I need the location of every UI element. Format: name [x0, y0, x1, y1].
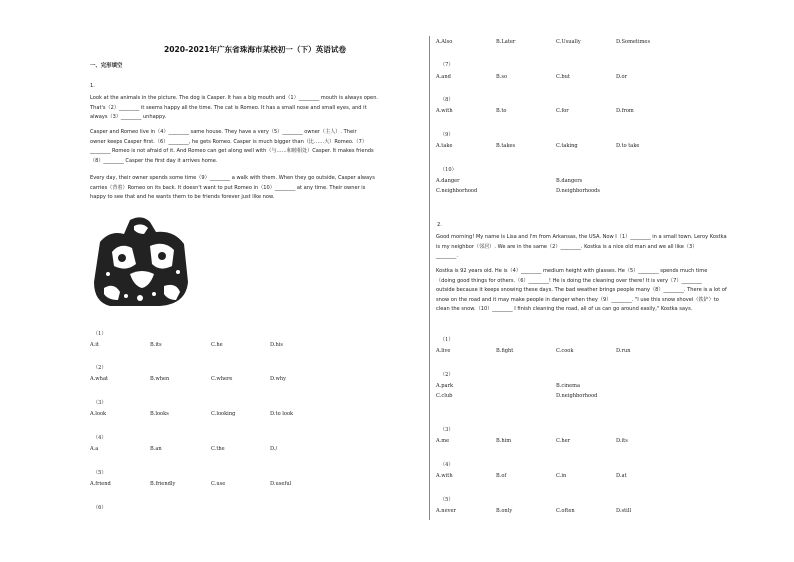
passage-2-paragraph-2 — [436, 267, 766, 315]
option-c[interactable]: C.taking — [556, 143, 578, 149]
text-line: owner keeps Casper first.（6）________, he gets Romeo. Casper is much bigger than（比……大）Romeo.（7） — [90, 138, 367, 145]
options-row — [90, 481, 420, 489]
option-a[interactable]: A.take — [436, 143, 453, 149]
text-line: Every day, their owner spends some time（9）________ a walk with them. When they go outside, Casper always — [90, 175, 375, 181]
question-number: （4） — [93, 435, 107, 441]
option-d[interactable]: D.useful — [270, 481, 292, 487]
text-line: Casper and Romeo live in（4）________ same house. They have a very（5）________ owner（主人）. Their — [90, 129, 357, 135]
question-number: （6） — [93, 505, 107, 511]
options-row — [436, 393, 766, 401]
text-line: Kostka is 92 years old. He is（4）________ medium height with glasses. He（5）________ spends much time — [436, 268, 708, 274]
option-c[interactable]: C.the — [211, 446, 225, 452]
option-b[interactable]: B.its — [150, 342, 162, 348]
option-a[interactable]: A.me — [436, 438, 450, 444]
text-line: outside because it keeps snowing these days. The bad weather brings people many（8）________. There is a lot of — [436, 287, 727, 294]
passage-1-paragraph-3 — [90, 174, 420, 203]
option-c[interactable]: C.neighborhood — [436, 188, 478, 194]
option-b[interactable]: B.cinema — [556, 383, 581, 389]
option-a[interactable]: A.a — [90, 446, 99, 452]
options-row — [436, 348, 766, 356]
options-row — [436, 108, 766, 116]
option-d[interactable]: D.to look — [270, 411, 294, 417]
option-c[interactable]: C.he — [211, 342, 223, 348]
options-row — [90, 376, 420, 384]
option-b[interactable]: B.takes — [496, 143, 516, 149]
option-c[interactable]: C.often — [556, 508, 575, 514]
option-d[interactable]: D.neighborhood — [556, 393, 598, 399]
option-c[interactable]: C.where — [211, 376, 233, 382]
option-d[interactable]: D.Sometimes — [616, 39, 651, 45]
option-c[interactable]: C.but — [556, 74, 570, 80]
option-d[interactable]: D.why — [270, 376, 287, 382]
text-line: ________. — [436, 253, 458, 260]
options-row — [436, 188, 766, 196]
option-a[interactable]: A.it — [90, 342, 99, 348]
options-row — [436, 473, 766, 481]
dog-and-cat-picture — [90, 212, 192, 308]
options-row — [436, 508, 766, 516]
text-line: ________ Romeo is not afraid of it. And Romeo can get along well with（与……和睦相处）Casper. It makes friends — [90, 148, 374, 155]
text-line: snow on the road and it may make people in danger when they（9）________. "I use this snow shovel（铁铲）to — [436, 296, 719, 303]
option-b[interactable]: B.looks — [150, 411, 169, 417]
option-a[interactable]: A.Also — [436, 39, 453, 45]
passage-2-paragraph-1 — [436, 233, 766, 262]
text-line: is my neighbor（邻居）. We are in the same（2）________. Kostka is a nice old man and we all like（3） — [436, 243, 698, 250]
text-line: Good morning! My name is Lisa and I'm from Arkansas, the USA. Now I（1）________ in a small town. Leroy Kostka — [436, 234, 727, 240]
option-a[interactable]: A.park — [436, 383, 454, 389]
option-c[interactable]: C.in — [556, 473, 567, 479]
question-number: （4） — [440, 462, 454, 468]
option-d[interactable]: D.at — [616, 473, 627, 479]
text-line: carries（背着）Romeo on its back. It doesn't want to put Romeo in（10）________ at any time. Their owner is — [90, 184, 366, 191]
text-line: clean the snow.（10）________ I finish cleaning the road, all of us can go around easily," Kostka says. — [436, 306, 693, 313]
options-row — [436, 438, 766, 446]
option-a[interactable]: A.danger — [436, 178, 460, 184]
question-number: （2） — [93, 365, 107, 371]
option-a[interactable]: A.live — [436, 348, 451, 354]
question-number: （3） — [93, 400, 107, 406]
option-d[interactable]: D.or — [616, 74, 628, 80]
option-a[interactable]: A.and — [436, 74, 451, 80]
option-b[interactable]: B.him — [496, 438, 512, 444]
options-row — [436, 143, 766, 151]
text-line: That's（2）________ it seems happy all the time. The cat is Romeo. It has a small nose and small eyes, and it — [90, 104, 367, 111]
option-c[interactable]: C.looking — [211, 411, 236, 417]
option-a[interactable]: A.look — [90, 411, 107, 417]
option-d[interactable]: D.neighborhoods — [556, 188, 601, 194]
options-row — [436, 383, 766, 391]
passage-2-number: 2. — [437, 222, 442, 228]
option-d[interactable]: D.run — [616, 348, 631, 354]
option-c[interactable]: C.use — [211, 481, 226, 487]
question-number: （9） — [440, 132, 454, 138]
question-number: （1） — [440, 337, 454, 343]
options-row — [436, 178, 766, 186]
text-line: always（3）________ unhappy. — [90, 114, 167, 121]
option-c[interactable]: C.club — [436, 393, 453, 399]
option-b[interactable]: B.friendly — [150, 481, 176, 487]
option-d[interactable]: D./ — [270, 446, 278, 452]
option-a[interactable]: A.with — [436, 108, 453, 114]
options-row — [90, 411, 420, 419]
option-d[interactable]: D.his — [270, 342, 284, 348]
option-d[interactable]: D.from — [616, 108, 634, 114]
option-b[interactable]: B.to — [496, 108, 507, 114]
passage-1-paragraph-2 — [90, 128, 420, 166]
text-line: happy to see that and he wants them to be friends forever just like now. — [90, 194, 275, 201]
options-row — [90, 342, 420, 350]
option-c[interactable]: C.for — [556, 108, 569, 114]
option-d[interactable]: D.still — [616, 508, 632, 514]
text-line: （8）________ Casper the first day it arrives home. — [90, 157, 218, 164]
option-c[interactable]: C.Usually — [556, 39, 581, 45]
question-number: （7） — [440, 62, 454, 68]
question-number: （2） — [440, 372, 454, 378]
option-a[interactable]: A.never — [436, 508, 456, 514]
question-number: （10） — [440, 167, 457, 173]
option-a[interactable]: A.friend — [90, 481, 111, 487]
question-number: （1） — [93, 331, 107, 337]
option-a[interactable]: A.with — [436, 473, 453, 479]
question-number: （8） — [440, 97, 454, 103]
option-b[interactable]: B.Later — [496, 39, 516, 45]
text-line: Look at the animals in the picture. The dog is Casper. It has a big mouth and（1）________ mouth is always open. — [90, 95, 379, 101]
option-c[interactable]: C.her — [556, 438, 571, 444]
option-b[interactable]: B.dangers — [556, 178, 583, 184]
passage-1-number: 1. — [90, 83, 95, 89]
question-number: （5） — [93, 470, 107, 476]
option-b[interactable]: B.fight — [496, 348, 514, 354]
option-b[interactable]: B.an — [150, 446, 162, 452]
option-a[interactable]: A.what — [90, 376, 109, 382]
options-row — [436, 39, 766, 47]
option-d[interactable]: D.to take — [616, 143, 640, 149]
option-b[interactable]: B.of — [496, 473, 507, 479]
option-b[interactable]: B.so — [496, 74, 508, 80]
options-row — [436, 74, 766, 82]
question-number: （3） — [440, 427, 454, 433]
question-number: （5） — [440, 497, 454, 503]
passage-1-paragraph-1 — [90, 94, 420, 123]
option-b[interactable]: B.when — [150, 376, 170, 382]
section-heading: 一、完形填空 — [90, 63, 123, 69]
option-c[interactable]: C.cook — [556, 348, 574, 354]
column-divider — [429, 36, 430, 520]
options-row — [90, 446, 420, 454]
exam-title: 2020-2021年广东省珠海市某校初一（下）英语试卷 — [163, 45, 347, 54]
option-b[interactable]: B.only — [496, 508, 513, 514]
option-d[interactable]: D.its — [616, 438, 628, 444]
text-line: （doing good things for others.（6）________! He is doing the cleaning over there! It is very（7）________ — [436, 277, 702, 284]
